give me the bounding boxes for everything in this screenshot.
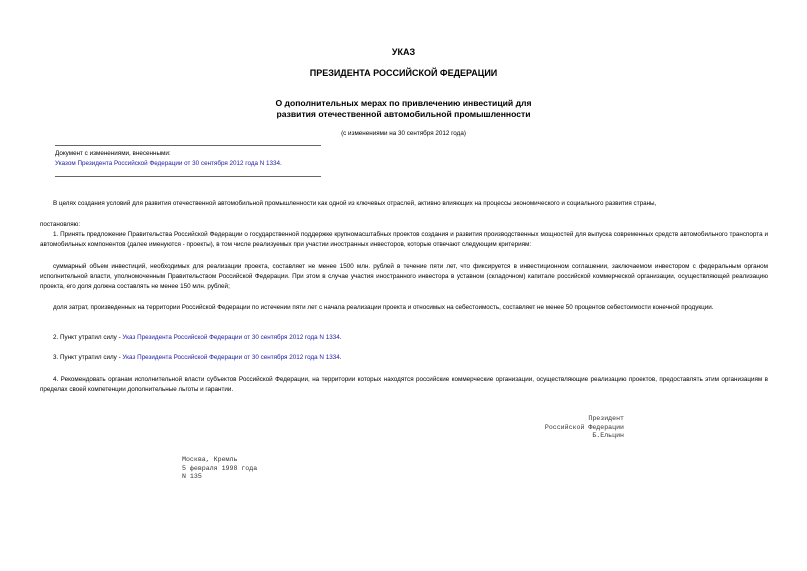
changes-box-link[interactable]: Указом Президента Российской Федерации от 30 сентября 2012 года N 1334. — [55, 160, 282, 167]
signature-title: Президент — [588, 415, 624, 422]
changes-box-label: Документ с изменениями, внесенными: — [55, 150, 171, 157]
paragraph-3-link[interactable]: Указ Президента Российской Федерации от 30 сентября 2012 года N 1334 — [122, 354, 340, 361]
paragraph-2 — [40, 333, 768, 343]
intro-paragraph — [40, 199, 768, 209]
paragraph-3-text: 3. Пункт утратил силу - — [53, 354, 123, 361]
document-heading-line-1: О дополнительных мерах по привлечению инвестиций для — [275, 98, 532, 108]
paragraph-4-text: 4. Рекомендовать органам исполнительной власти субъектов Российской Федерации, на территории которых находятся российские коммерческие организации, осуществляющие реализацию проектов, предоставлять этим организациям в пределах своей компетенции дополнительные льготы и гарантии. — [40, 376, 768, 393]
changes-box-bottom-rule — [55, 176, 321, 177]
amendment-note: (с изменениями на 30 сентября 2012 года) — [341, 130, 466, 137]
signature-office: Российской Федерации — [544, 423, 624, 431]
intro-text: В целях создания условий для развития отечественной автомобильной промышленности как одной из ключевых отраслей, активно влияющих на процессы экономического и социального развития страны, — [53, 200, 657, 207]
paragraph-2-end: . — [339, 334, 342, 341]
paragraph-3-end: . — [339, 354, 342, 361]
signature-name: Б.Ельцин — [592, 432, 624, 440]
resolved-paragraph — [40, 220, 768, 230]
issuer-title: ПРЕЗИДЕНТА РОССИЙСКОЙ ФЕДЕРАЦИИ — [309, 68, 498, 78]
paragraph-1a-text: суммарный объем инвестиций, необходимых для реализации проекта, составляет не менее 1500 млн. рублей в течение пяти лет, что фиксируется в инвестиционном соглашении, заключаемом инвестором с федеральным органом исполнительной власти, уполномоченным Правительством Российской Федерации. При этом в случае участия иностранного инвестора в уставном (складочном) капитале российской коммерческой организации, осуществляющей реализацию проекта, его доля должна составлять не менее 150 млн. рублей; — [40, 263, 768, 290]
date: 5 февраля 1998 года — [182, 464, 258, 472]
document-number: N 135 — [182, 473, 202, 481]
paragraph-2-link[interactable]: Указ Президента Российской Федерации от 30 сентября 2012 года N 1334 — [122, 334, 340, 341]
paragraph-2-text: 2. Пункт утратил силу - — [53, 334, 123, 341]
document-heading-line-2: развития отечественной автомобильной промышленности — [276, 109, 531, 119]
paragraph-1a — [40, 262, 768, 291]
place-date-block — [182, 456, 257, 482]
changes-box-top-rule — [55, 145, 321, 146]
paragraph-4 — [40, 375, 768, 395]
paragraph-1-text: 1. Принять предложение Правительства Российской Федерации о государственной поддержке крупномасштабных проектов создания и развития производственных мощностей для выпуска современных средств автомобильного транспорта и автомобильных компонентов (далее именуются - проекты), в том числе реализуемых при участии иностранных инвесторов, которые отвечают следующим критериям: — [40, 231, 768, 248]
place: Москва, Кремль — [182, 456, 238, 463]
paragraph-1b-text: доля затрат, произведенных на территории Российской Федерации по истечении пяти лет с начала реализации проекта и относимых на себестоимость, составляет не менее 50 процентов себестоимости конечной продукции. — [53, 304, 714, 311]
paragraph-1 — [40, 230, 768, 250]
resolved-text: постановляю: — [40, 221, 81, 228]
paragraph-3 — [40, 353, 768, 363]
document-type-title: УКАЗ — [391, 47, 416, 57]
signature-block — [520, 415, 624, 441]
paragraph-1b — [40, 303, 768, 313]
